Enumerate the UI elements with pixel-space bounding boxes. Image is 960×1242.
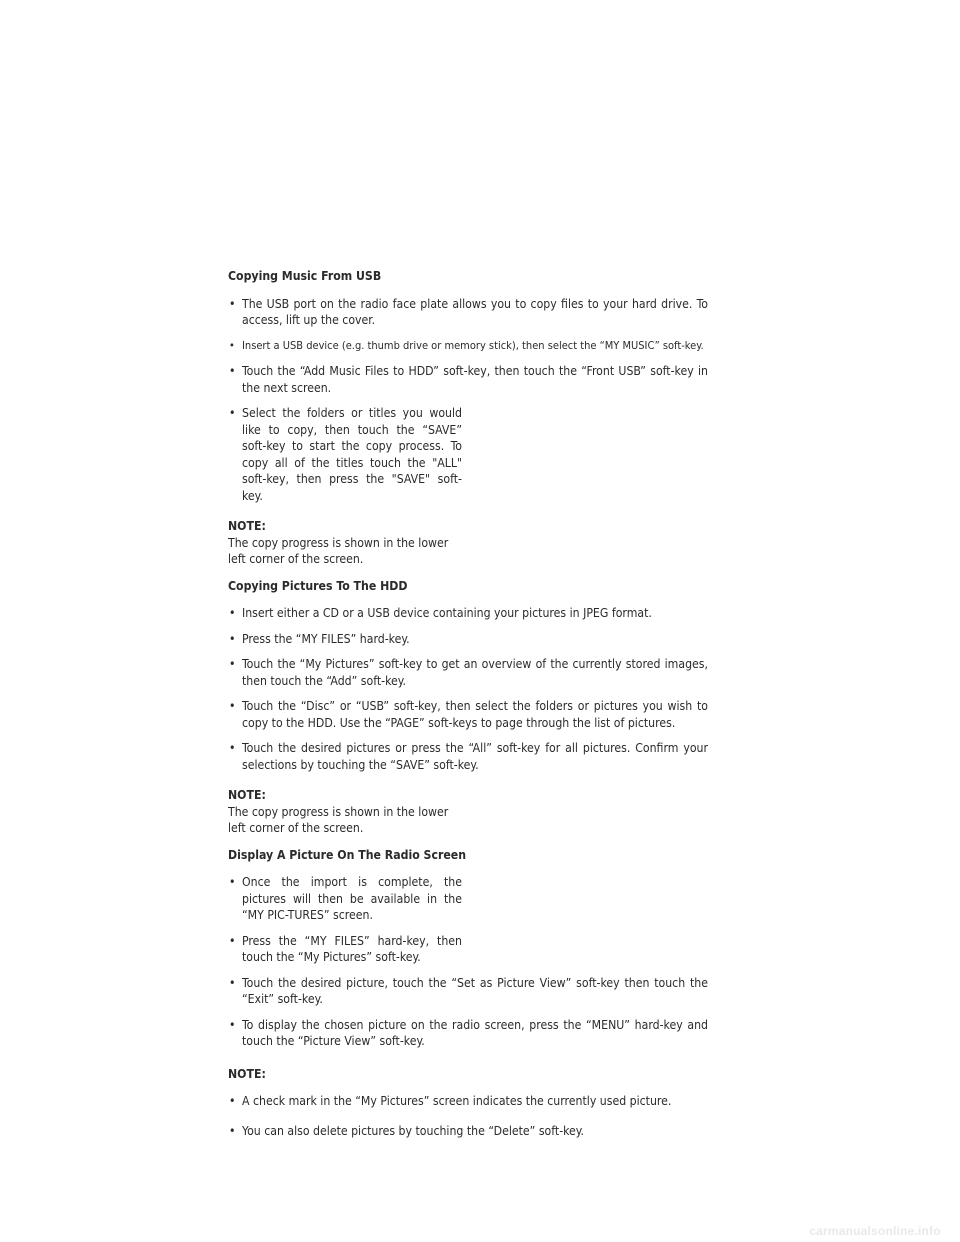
- pictures-note-text: The copy progress is shown in the lower left corner of the screen.: [228, 804, 449, 835]
- pictures-bullet-3: • Touch the “My Pictures” soft-key to get an overview of the currently stored images, then touch the “Add” soft-key.: [228, 656, 708, 689]
- usb-note-label: NOTE:: [228, 519, 266, 533]
- usb-bullet-1: • The USB port on the radio face plate allows you to copy files to your hard drive. To access, lift up the cover.: [228, 296, 708, 329]
- usb-bullet-2: • Insert a USB device (e.g. thumb drive or memory stick), then select the “MY MUSIC” soft-key.: [228, 338, 708, 355]
- pictures-bullet-5: • Touch the desired pictures or press the “All” soft-key for all pictures. Confirm your selections by touching the “SAVE” soft-key.: [228, 740, 708, 773]
- display-bullet-2: • Press the “MY FILES” hard-key, then touch the “My Pictures” soft-key.: [228, 933, 462, 966]
- pictures-note: [228, 787, 468, 837]
- pictures-bullet-4: • Touch the “Disc” or “USB” soft-key, then select the folders or pictures you wish to copy to the HDD. Use the “PAGE” soft-keys to page through the list of pictures.: [228, 698, 708, 731]
- usb-bullet-4: • Select the folders or titles you would like to copy, then touch the “SAVE” soft-key to start the copy process. To copy all of the titles touch the "ALL" soft-key, then press the "SAVE" soft-key.: [228, 405, 462, 504]
- display-bullet-3: • Touch the desired picture, touch the “Set as Picture View” soft-key then touch the “Exit” soft-key.: [228, 975, 708, 1008]
- pictures-bullet-2: • Press the “MY FILES” hard-key.: [228, 631, 708, 648]
- display-note-bullet-2: • You can also delete pictures by touching the “Delete” soft-key.: [228, 1123, 708, 1140]
- section-heading-display: Display A Picture On The Radio Screen: [228, 847, 467, 862]
- section-heading-usb: Copying Music From USB: [228, 269, 382, 283]
- page-content: [228, 268, 708, 1148]
- section-heading-pictures: Copying Pictures To The HDD: [228, 578, 408, 593]
- display-note-label: NOTE:: [228, 1066, 266, 1081]
- usb-note: [228, 518, 468, 568]
- usb-note-text: The copy progress is shown in the lower left corner of the screen.: [228, 535, 449, 566]
- display-note-bullet-1: • A check mark in the “My Pictures” screen indicates the currently used picture.: [228, 1093, 708, 1110]
- footer-watermark: carmanualsonline.info: [809, 1224, 941, 1238]
- pictures-note-label: NOTE:: [228, 788, 266, 802]
- display-bullet-4: • To display the chosen picture on the radio screen, press the “MENU” hard-key and touch the “Picture View” soft-key.: [228, 1017, 708, 1050]
- pictures-bullet-1: • Insert either a CD or a USB device containing your pictures in JPEG format.: [228, 605, 708, 622]
- display-bullet-1: • Once the import is complete, the pictures will then be available in the “MY PIC-TURES” screen.: [228, 874, 462, 924]
- usb-bullet-3: • Touch the “Add Music Files to HDD” soft-key, then touch the “Front USB” soft-key in the next screen.: [228, 363, 708, 396]
